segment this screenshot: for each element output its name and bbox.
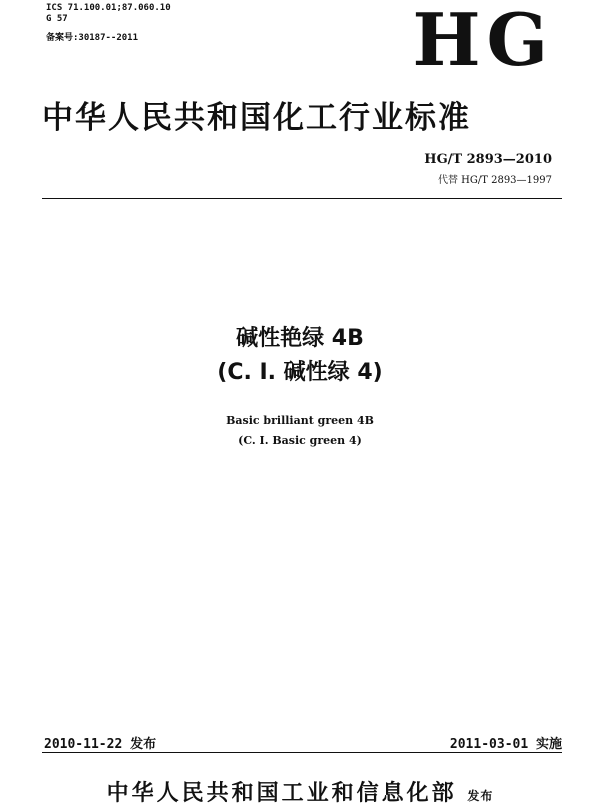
issue-date: 2010-11-22 发布 [44,737,157,752]
hg-mark: HG [412,0,554,82]
classification-code: G 57 [46,14,68,24]
issuing-authority-name: 中华人民共和国工业和信息化部 [106,780,457,806]
standard-category-title: 中华人民共和国化工行业标准 [42,100,471,136]
replaces-standard: 代替 HG/T 2893—1997 [437,175,552,186]
issuing-authority [0,776,600,807]
footer-divider [42,752,562,753]
english-title: Basic brilliant green 4B [226,414,374,427]
ics-code: ICS 71.100.01;87.060.10 [46,3,171,13]
chinese-subtitle: (C. I. 碱性绿 4) [217,360,383,385]
implementation-date: 2011-03-01 实施 [449,737,562,752]
issuing-action: 发布 [467,789,494,803]
header-divider [42,198,562,199]
chinese-title: 碱性艳绿 4B [236,326,364,351]
english-subtitle: (C. I. Basic green 4) [238,434,362,447]
filing-number: 备案号:30187--2011 [46,33,139,43]
standard-number: HG/T 2893—2010 [424,152,552,167]
